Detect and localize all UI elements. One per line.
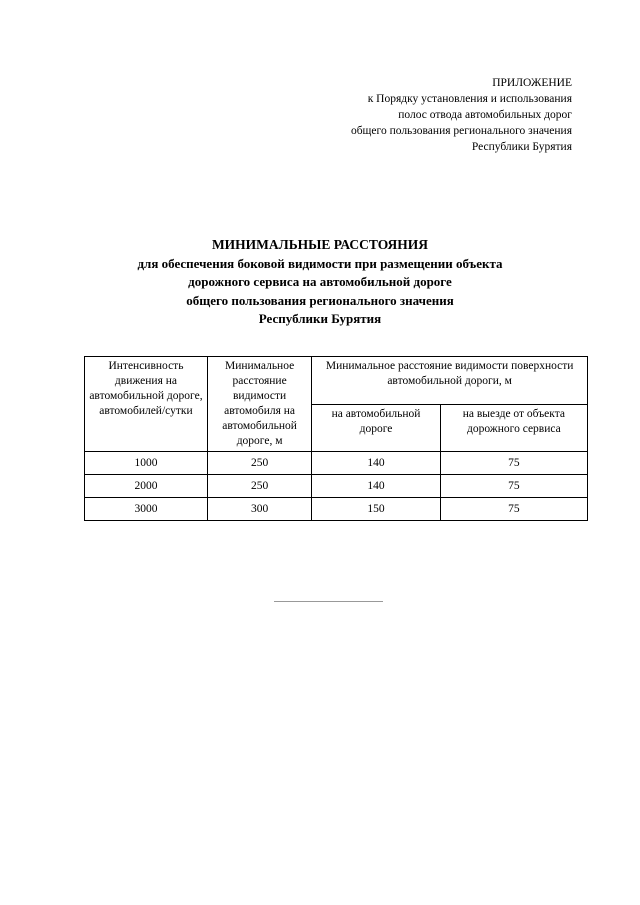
cell-on-road: 140 [312,452,440,475]
title-line: Республики Бурятия [258,311,382,326]
document-title [0,236,640,329]
distances-table [84,356,588,521]
appendix-title: ПРИЛОЖЕНИЕ [492,77,572,89]
cell-intensity: 1000 [85,452,208,475]
appendix-line: полос отвода автомобильных дорог [398,109,572,121]
header-on-road: на автомобильной дороге [312,404,440,452]
cell-vehicle-visibility: 250 [207,452,311,475]
header-intensity: Интенсивность движения на автомобильной дороге, автомобилей/сутки [85,357,208,452]
cell-at-exit: 75 [440,498,587,521]
cell-intensity: 2000 [85,475,208,498]
title-line: общего пользования регионального значения [186,292,454,308]
title-main: МИНИМАЛЬНЫЕ РАССТОЯНИЯ [211,237,429,252]
appendix-header [351,75,572,155]
appendix-line: Республики Бурятия [471,141,572,153]
title-line: для обеспечения боковой видимости при размещении объекта [137,255,503,271]
table-header-row [85,357,588,405]
header-min-surface-visibility: Минимальное расстояние видимости поверхности автомобильной дороги, м [312,357,588,405]
cell-at-exit: 75 [440,475,587,498]
appendix-line: к Порядку установления и использования [367,93,572,105]
cell-on-road: 140 [312,475,440,498]
header-at-exit: на выезде от объекта дорожного сервиса [440,404,587,452]
cell-on-road: 150 [312,498,440,521]
title-line: дорожного сервиса на автомобильной дороге [188,274,452,289]
table-row [85,452,588,475]
table-row [85,475,588,498]
cell-vehicle-visibility: 250 [207,475,311,498]
cell-intensity: 3000 [85,498,208,521]
table-row [85,498,588,521]
appendix-line: общего пользования регионального значения [350,125,572,137]
end-divider [274,601,383,602]
cell-at-exit: 75 [440,452,587,475]
cell-vehicle-visibility: 300 [207,498,311,521]
header-min-vehicle-visibility: Минимальное расстояние видимости автомобиля на автомобильной дороге, м [207,357,311,452]
